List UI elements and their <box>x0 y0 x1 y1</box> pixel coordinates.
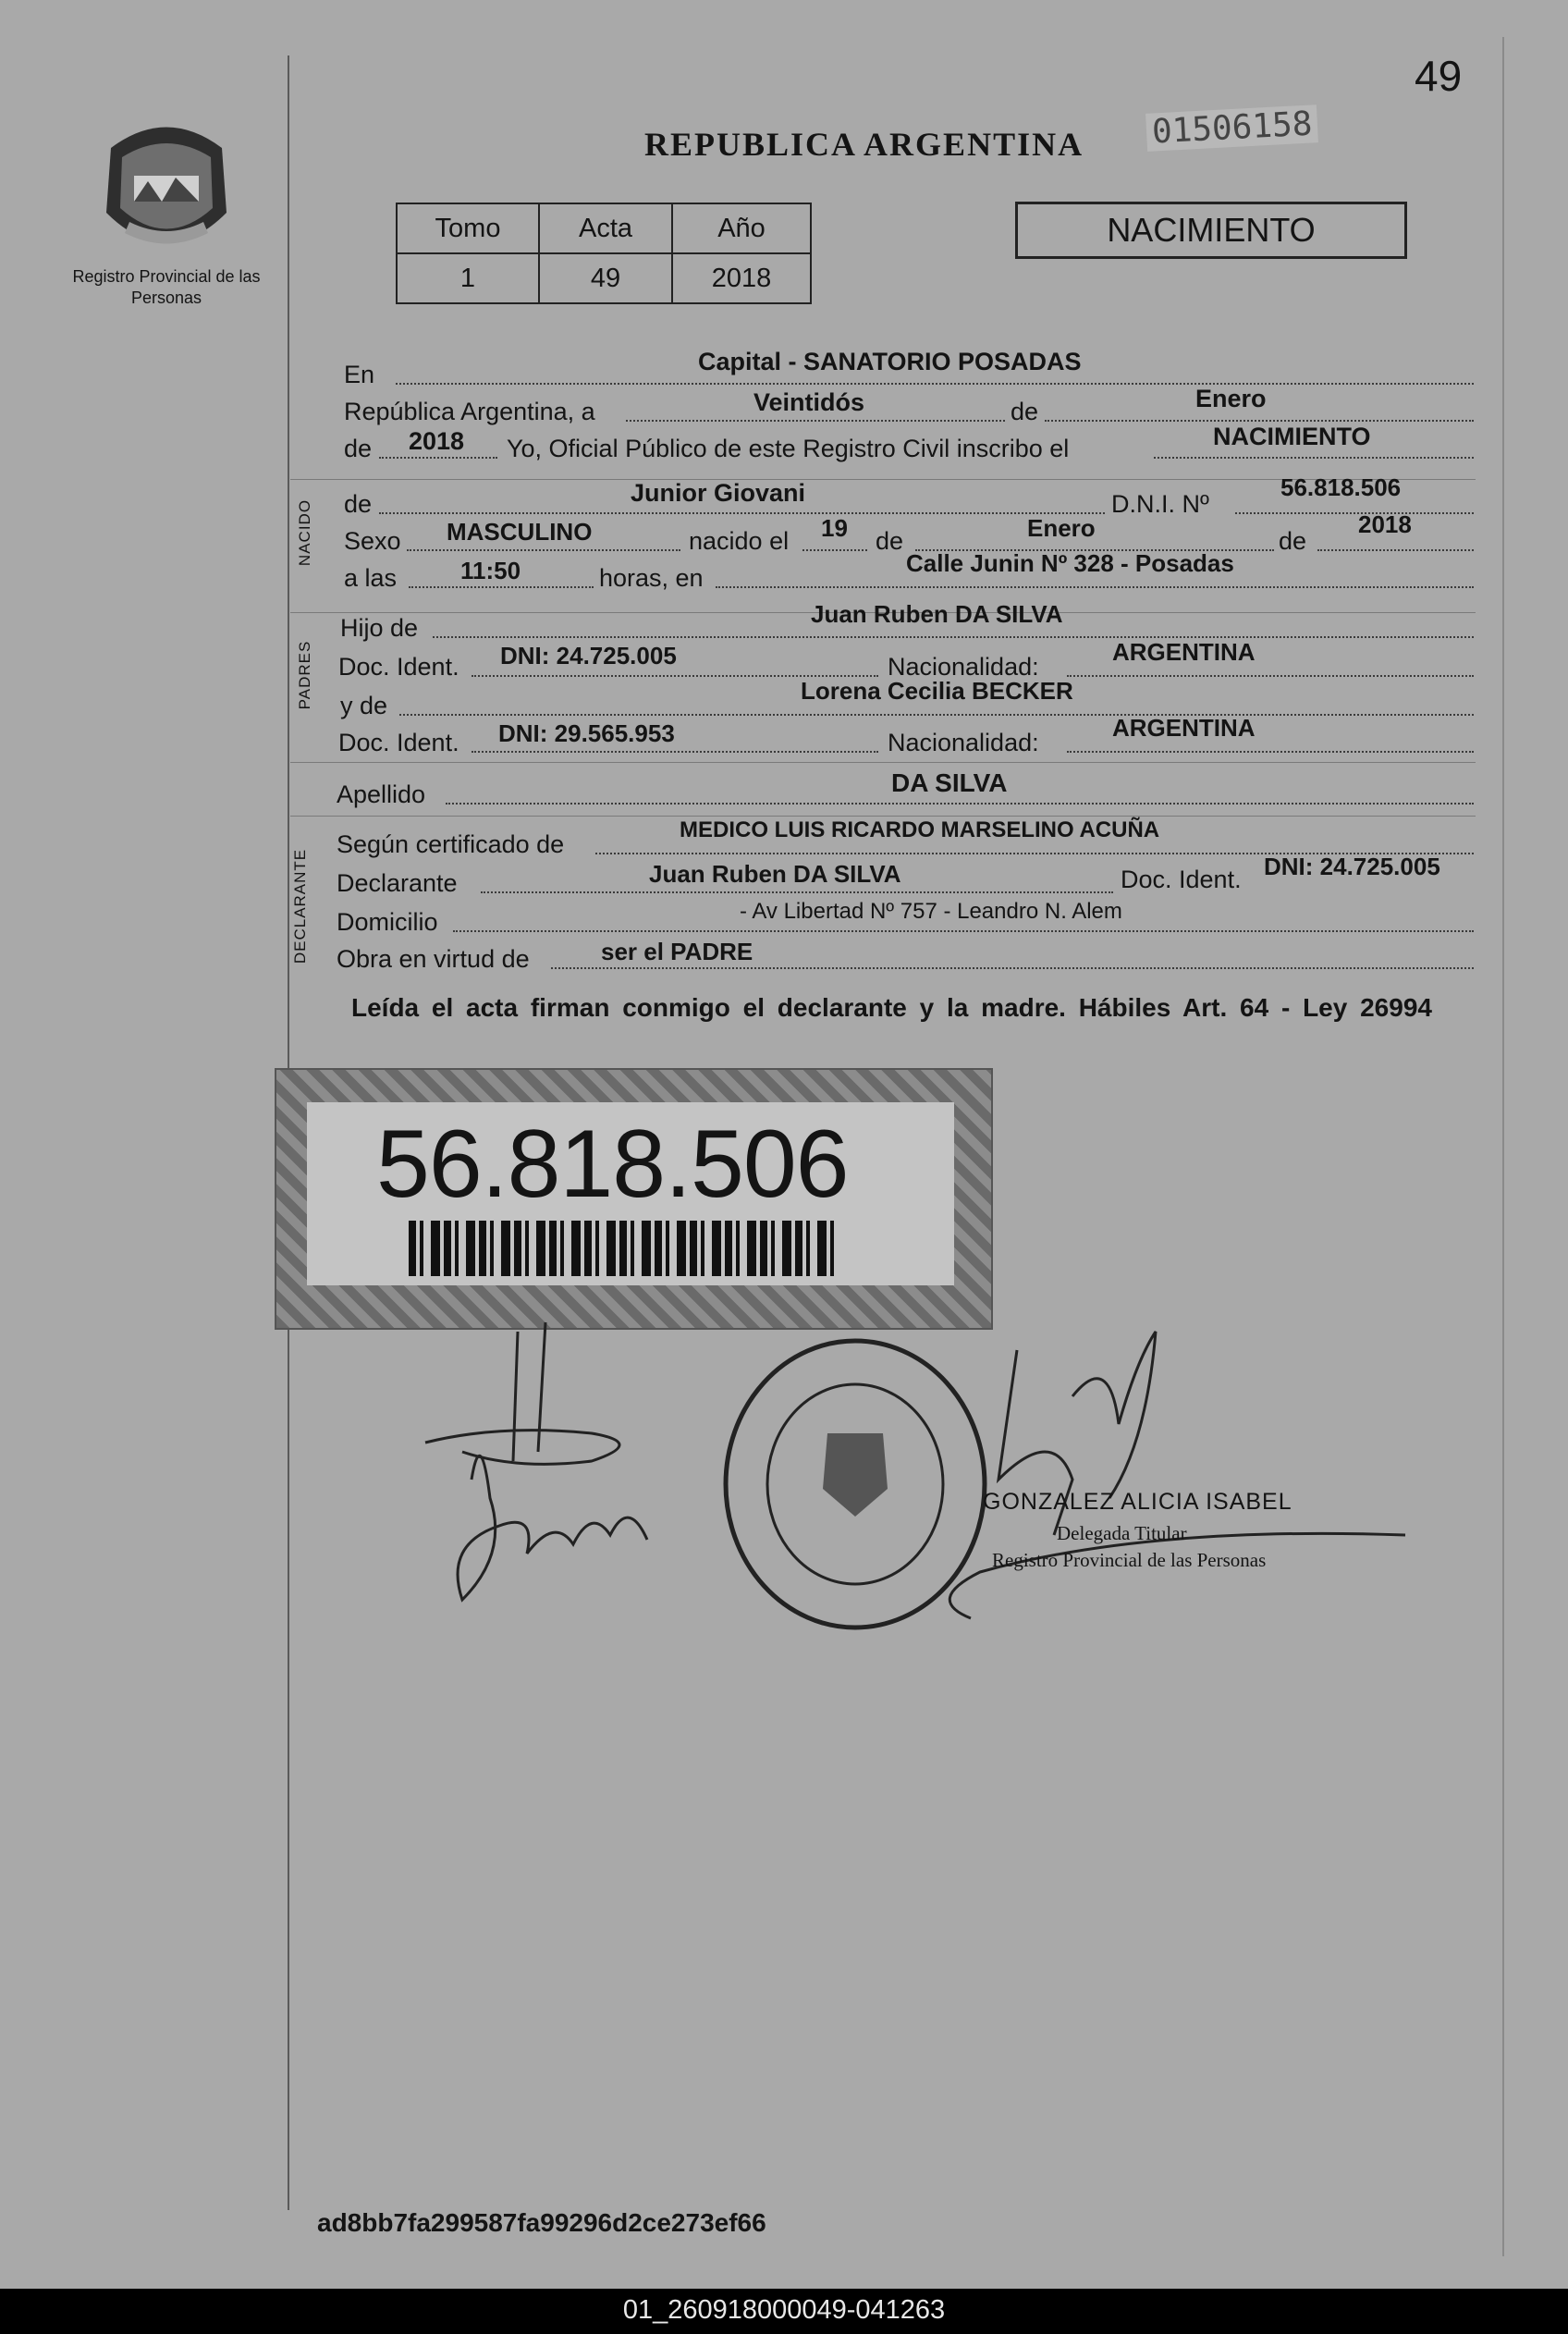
nacionalidad-label: Nacionalidad: <box>888 729 1039 756</box>
domicilio-value: - Av Libertad Nº 757 - Leandro N. Alem <box>740 899 1122 924</box>
de-label: de <box>1011 398 1039 425</box>
act-value: NACIMIENTO <box>1213 423 1371 450</box>
dotted-line <box>1067 675 1474 677</box>
footer-code: 01_260918000049-041263 <box>622 2295 946 2325</box>
nacionalidad-label: Nacionalidad: <box>888 653 1039 681</box>
de-label: de <box>876 527 904 555</box>
dotted-line <box>1317 549 1474 551</box>
nacido-name: Junior Giovani <box>631 479 806 507</box>
dotted-line <box>409 586 594 588</box>
page-number: 49 <box>1415 52 1463 100</box>
father-doc: DNI: 24.725.005 <box>500 642 677 669</box>
declarante-side-label: DECLARANTE <box>291 848 309 964</box>
hijo-label: Hijo de <box>340 614 419 642</box>
cert-label: Según certificado de <box>337 830 565 858</box>
dotted-line <box>446 803 1474 805</box>
domicilio-label: Domicilio <box>337 908 438 936</box>
obra-label: Obra en virtud de <box>337 945 530 973</box>
nacido-dni: 56.818.506 <box>1280 473 1402 501</box>
dotted-line <box>407 549 680 551</box>
de-label: de <box>1279 527 1307 555</box>
mother-nationality: ARGENTINA <box>1112 714 1256 742</box>
official-office: Registro Provincial de las Personas <box>992 1549 1267 1571</box>
registry-name: Registro Provincial de las Personas <box>72 267 261 307</box>
country-title: REPUBLICA ARGENTINA <box>644 126 1084 163</box>
de-label: de <box>344 435 373 462</box>
mother-doc: DNI: 29.565.953 <box>498 719 675 747</box>
sexo-label: Sexo <box>344 527 401 555</box>
section-separator <box>290 762 1476 763</box>
dni-sticker <box>275 1068 993 1330</box>
birth-time: 11:50 <box>460 557 521 584</box>
dni-sticker-number: 56.818.506 <box>376 1111 849 1218</box>
horas-label: horas, en <box>599 564 704 592</box>
nacido-el-label: nacido el <box>689 527 790 555</box>
dotted-line <box>626 420 1005 422</box>
republica-label: República Argentina, a <box>344 398 595 425</box>
y-de-label: y de <box>340 692 388 719</box>
padres-side-label: PADRES <box>296 640 313 710</box>
serial-number: 01506158 <box>1145 104 1318 152</box>
month-value: Enero <box>1195 385 1267 412</box>
declarante-doc: DNI: 24.725.005 <box>1264 853 1440 880</box>
dotted-line <box>396 383 1474 385</box>
official-seal <box>717 1332 994 1637</box>
doc-ident-label: Doc. Ident. <box>338 653 459 681</box>
birth-month: Enero <box>1027 514 1096 542</box>
dotted-line <box>1067 751 1474 753</box>
day-words-value: Veintidós <box>753 388 865 416</box>
year-value: 2018 <box>409 427 465 455</box>
barcode <box>409 1221 834 1276</box>
dotted-line <box>1235 512 1474 514</box>
official-title: Delegada Titular <box>1057 1522 1187 1544</box>
table-header: Acta <box>539 203 672 253</box>
section-separator <box>290 816 1476 817</box>
table-cell-tomo: 1 <box>397 253 539 303</box>
birth-place: Calle Junin Nº 328 - Posadas <box>906 549 1234 577</box>
en-label: En <box>344 361 375 388</box>
cert-value: MEDICO LUIS RICARDO MARSELINO ACUÑA <box>680 817 1160 842</box>
dotted-line <box>1154 457 1474 459</box>
dotted-line <box>802 549 867 551</box>
record-type-box: NACIMIENTO <box>1015 202 1407 259</box>
nacido-side-label: NACIDO <box>296 498 313 567</box>
obra-value: ser el PADRE <box>601 938 753 965</box>
dotted-line <box>379 512 1105 514</box>
doc-ident-label: Doc. Ident. <box>1121 866 1242 893</box>
declarante-value: Juan Ruben DA SILVA <box>649 860 901 888</box>
register-table <box>396 203 812 304</box>
province-logo <box>92 111 240 259</box>
dotted-line <box>472 751 878 753</box>
closing-text: Leída el acta firman conmigo el declarante y la madre. Hábiles Art. 64 - Ley 26994 <box>351 993 1432 1022</box>
apellido-label: Apellido <box>337 780 426 808</box>
inscribo-text: Yo, Oficial Público de este Registro Civil inscribo el <box>507 435 1070 462</box>
dotted-line <box>453 930 1474 932</box>
dni-label: D.N.I. Nº <box>1111 490 1209 518</box>
table-header: Año <box>672 203 811 253</box>
official-name: GONZALEZ ALICIA ISABEL <box>983 1489 1292 1515</box>
right-margin-line <box>1502 37 1504 2256</box>
dotted-line <box>481 891 1113 893</box>
declarante-label: Declarante <box>337 869 458 897</box>
father-nationality: ARGENTINA <box>1112 638 1256 666</box>
birth-year: 2018 <box>1358 510 1412 538</box>
footer-bar <box>0 2289 1568 2334</box>
mother-name: Lorena Cecilia BECKER <box>801 677 1073 705</box>
de-label: de <box>344 490 373 518</box>
dotted-line <box>1045 420 1474 422</box>
table-header: Tomo <box>397 203 539 253</box>
place-value: Capital - SANATORIO POSADAS <box>698 348 1082 375</box>
sexo-value: MASCULINO <box>447 518 593 546</box>
doc-ident-label: Doc. Ident. <box>338 729 459 756</box>
birth-day: 19 <box>821 514 848 542</box>
document-hash: ad8bb7fa299587fa99296d2ce273ef66 <box>317 2208 766 2237</box>
dotted-line <box>379 457 497 459</box>
father-name: Juan Ruben DA SILVA <box>811 600 1063 628</box>
table-cell-anio: 2018 <box>672 253 811 303</box>
dotted-line <box>399 714 1474 716</box>
dni-sticker-inner <box>307 1102 954 1285</box>
dotted-line <box>551 967 1474 969</box>
apellido-value: DA SILVA <box>891 768 1008 797</box>
dotted-line <box>716 586 1474 588</box>
alas-label: a las <box>344 564 398 592</box>
table-cell-acta: 49 <box>539 253 672 303</box>
dotted-line <box>433 636 1474 638</box>
